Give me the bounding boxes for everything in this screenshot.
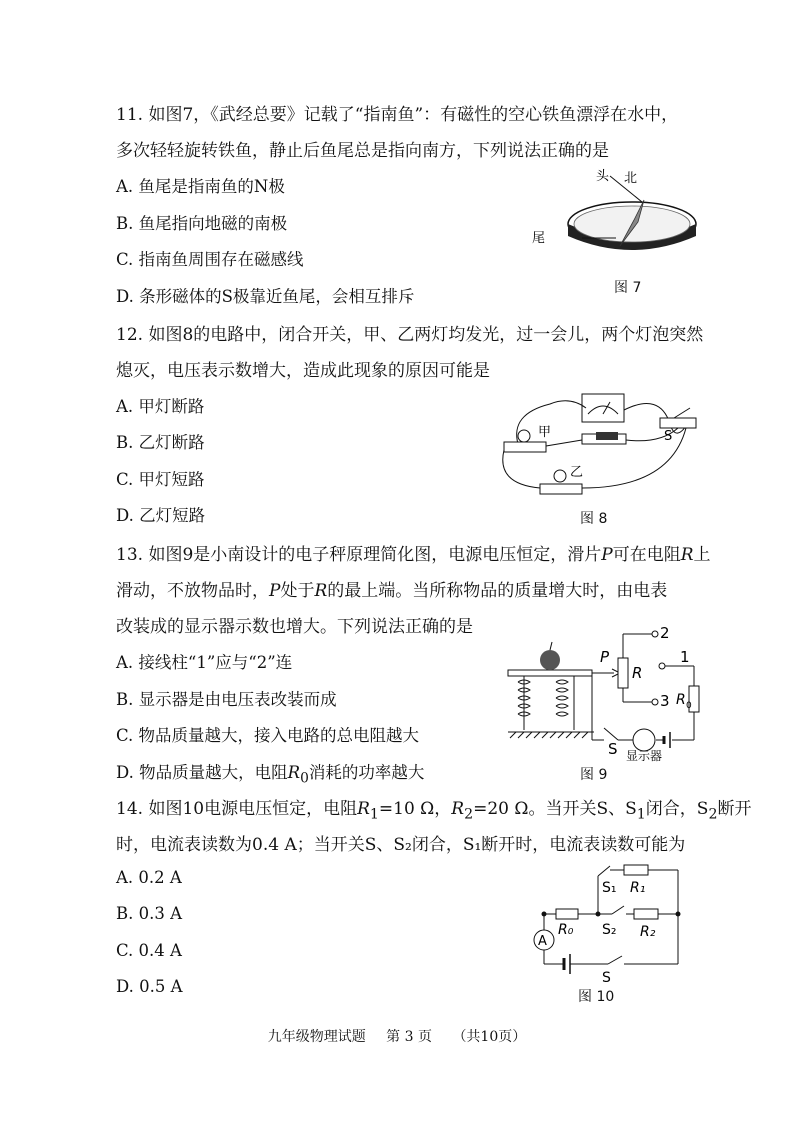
q13-option-d-var: R [287,763,301,782]
q12-option-b: B. 乙灯断路 [116,433,205,452]
fig7-north-label: 北 [624,171,638,186]
fig9-slider-p-label: P [600,648,610,666]
fig9-display-label: 显示器 [626,749,663,763]
q14-option-c: C. 0.4 A [116,941,182,960]
q14-stem-line1 [116,794,751,822]
q14-stem-line2: 时，电流表读数为0.4 A；当开关S、S₂闭合，S₁断开时，电流表读数可能为 [116,835,686,855]
figure-9-caption: 图 9 [580,767,608,783]
figure-7-compass-fish [532,166,722,278]
q13-option-b: B. 显示器是由电压表改装而成 [116,690,337,709]
q14-sub: 2 [708,806,718,823]
q12-stem-line2: 熄灭，电压表示数增大，造成此现象的原因可能是 [116,361,490,381]
q13-option-a: A. 接线柱“1”应与“2”连 [116,653,293,672]
q13-option-d [116,759,424,786]
fig10-switch-s-label: S [602,970,611,986]
footer-title: 九年级物理试题 [267,1029,366,1045]
q13-stem-line3: 改装成的显示器示数也增大。下列说法正确的是 [116,617,473,637]
fig9-terminal-2-label: 2 [660,624,670,642]
fig10-r2-label: R₂ [640,924,656,940]
q14-text: =20 Ω。当开关S、S [473,799,637,819]
q13-var-p: P [269,581,281,601]
q13-text: 的最上端。当所称物品的质量增大时，由电表 [327,581,668,601]
q11-option-d: D. 条形磁体的S极靠近鱼尾，会相互排斥 [116,287,415,306]
figure-9-scale-circuit [504,620,714,766]
footer-total-pages: （共10页） [452,1029,527,1045]
fig10-r0-label: R₀ [558,922,574,938]
q11-option-a: A. 鱼尾是指南鱼的N极 [116,177,285,196]
q14-text: 断开 [717,799,752,819]
q13-text: 滑动，不放物品时， [116,581,269,601]
q14-var-r: R [357,799,370,819]
q13-option-d-text: D. 物品质量越大，电阻 [116,763,288,782]
fig7-head-label: 头 [596,169,610,184]
q13-stem-line2 [116,576,667,601]
q14-option-a: A. 0.2 A [116,868,182,887]
q12-stem-line1: 12. 如图8的电路中，闭合开关，甲、乙两灯均发光，过一会儿，两个灯泡突然 [116,325,704,345]
q12-option-d: D. 乙灯短路 [116,506,206,525]
q13-text: 处于 [280,581,315,601]
q14-text: 14. 如图10电源电压恒定，电阻 [116,799,358,819]
fig8-lamp-jia-label: 甲 [538,425,552,440]
fig10-r1-label: R₁ [630,880,646,896]
fig9-terminal-1-label: 1 [680,648,690,666]
q13-option-d-sub: 0 [300,770,309,787]
fig9-r0-subscript: 0 [686,701,692,711]
q13-stem-line1 [116,540,711,565]
q13-text: 上 [693,545,711,565]
q14-sub: 1 [636,806,646,823]
figure-7-caption: 图 7 [614,280,642,296]
fig8-lamp-yi-label: 乙 [570,465,584,480]
q14-option-d: D. 0.5 A [116,977,183,996]
q13-text: 13. 如图9是小南设计的电子秤原理简化图，电源电压恒定，滑片 [116,545,602,565]
q13-var-r: R [314,581,328,601]
q14-var-r: R [451,799,465,819]
q14-text: =10 Ω， [378,799,452,819]
fig7-tail-label: 尾 [532,231,546,246]
q14-text: 闭合，S [645,799,709,819]
q14-option-b: B. 0.3 A [116,904,183,923]
fig10-ammeter-label: A [538,934,547,949]
q13-text: 可在电阻 [612,545,681,565]
q14-sub: 1 [369,806,379,823]
fig10-s1-label: S₁ [602,880,617,896]
q14-sub: 2 [464,806,474,823]
q13-var-p: P [601,545,613,565]
q13-option-d-text: 消耗的功率越大 [308,763,425,782]
footer-page-number: 第 3 页 [386,1029,432,1045]
q11-option-c: C. 指南鱼周围存在磁感线 [116,250,304,269]
q11-option-b: B. 鱼尾指向地磁的南极 [116,214,288,233]
figure-8-caption: 图 8 [580,511,608,527]
q11-stem-line1: 11. 如图7，《武经总要》记载了“指南鱼”：有磁性的空心铁鱼漂浮在水中， [116,105,679,125]
figure-10-caption: 图 10 [578,989,615,1005]
q13-option-c: C. 物品质量越大，接入电路的总电阻越大 [116,726,420,745]
fig9-switch-s-label: S [608,740,618,758]
fig10-s2-label: S₂ [602,922,617,938]
fig9-resistor-r-label: R [632,664,643,682]
fig9-terminal-3-label: 3 [660,692,670,710]
fig8-switch-label: S [664,429,673,444]
q13-var-r: R [680,545,694,565]
q12-option-a: A. 甲灯断路 [116,397,205,416]
q12-option-c: C. 甲灯短路 [116,470,205,489]
figure-10-circuit [522,860,692,988]
q11-stem-line2: 多次轻轻旋转铁鱼，静止后鱼尾总是指向南方，下列说法正确的是 [116,141,609,161]
figure-8-circuit [490,384,710,508]
fig9-r0-label: R [676,692,686,708]
page-footer [0,1026,794,1046]
